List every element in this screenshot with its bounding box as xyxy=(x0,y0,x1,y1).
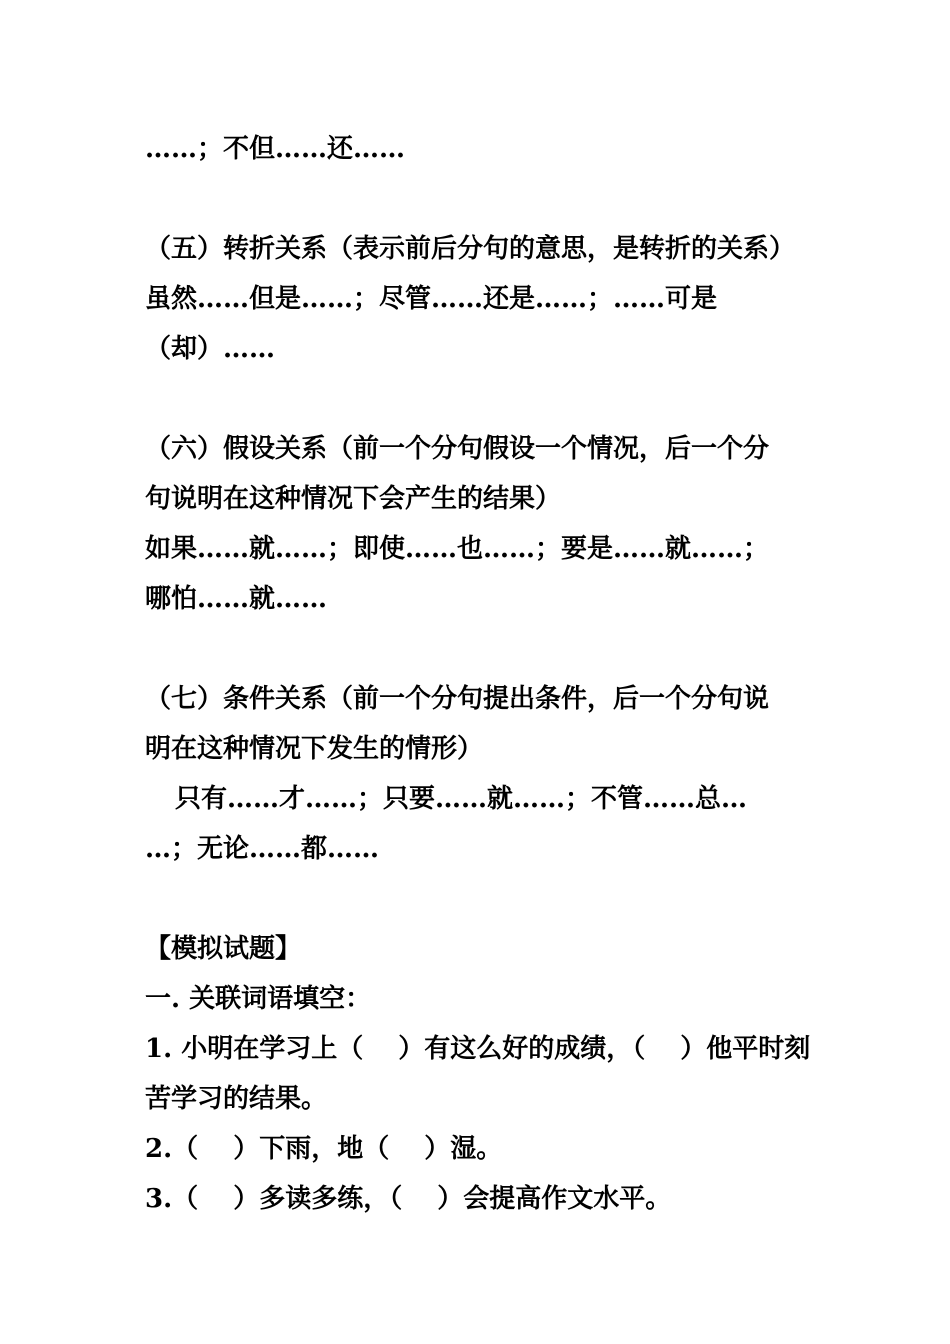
conjunction-list-tail: ……；不但……还…… xyxy=(145,134,406,164)
spacer xyxy=(145,374,810,424)
section-seven-heading-cont: 明在这种情况下发生的情形） xyxy=(145,734,484,764)
section-seven-heading: （七）条件关系（前一个分句提出条件，后一个分句说 xyxy=(145,684,770,714)
section-five-heading: （五）转折关系（表示前后分句的意思，是转折的关系） xyxy=(145,234,796,264)
exercise-part-one: 一. 关联词语填空： xyxy=(145,984,372,1014)
spacer xyxy=(145,624,810,674)
spacer xyxy=(145,174,810,224)
section-six-heading-cont: 句说明在这种情况下会产生的结果） xyxy=(145,484,562,514)
section-six-examples: 如果……就……；即使……也……；要是……就……； xyxy=(145,534,770,564)
spacer xyxy=(145,874,810,924)
section-five-examples-cont: （却）…… xyxy=(145,334,276,364)
question-1-cont: 苦学习的结果。 xyxy=(145,1084,328,1114)
document-page xyxy=(145,124,810,1224)
section-seven-examples-cont: …；无论……都…… xyxy=(145,834,380,864)
question-1: 1. 小明在学习上（ ）有这么好的成绩，（ ）他平时刻 xyxy=(145,1034,811,1064)
section-seven-examples: 只有……才……；只要……就……；不管……总… xyxy=(175,784,748,814)
section-five-examples: 虽然……但是……；尽管……还是……；……可是 xyxy=(145,284,718,314)
question-2: 2.（ ）下雨，地（ ）湿。 xyxy=(145,1134,503,1164)
exercises-title: 【模拟试题】 xyxy=(145,934,302,964)
question-3: 3.（ ）多读多练，（ ）会提高作文水平。 xyxy=(145,1184,672,1214)
section-six-heading: （六）假设关系（前一个分句假设一个情况，后一个分 xyxy=(145,434,770,464)
section-six-examples-cont: 哪怕……就…… xyxy=(145,584,328,614)
